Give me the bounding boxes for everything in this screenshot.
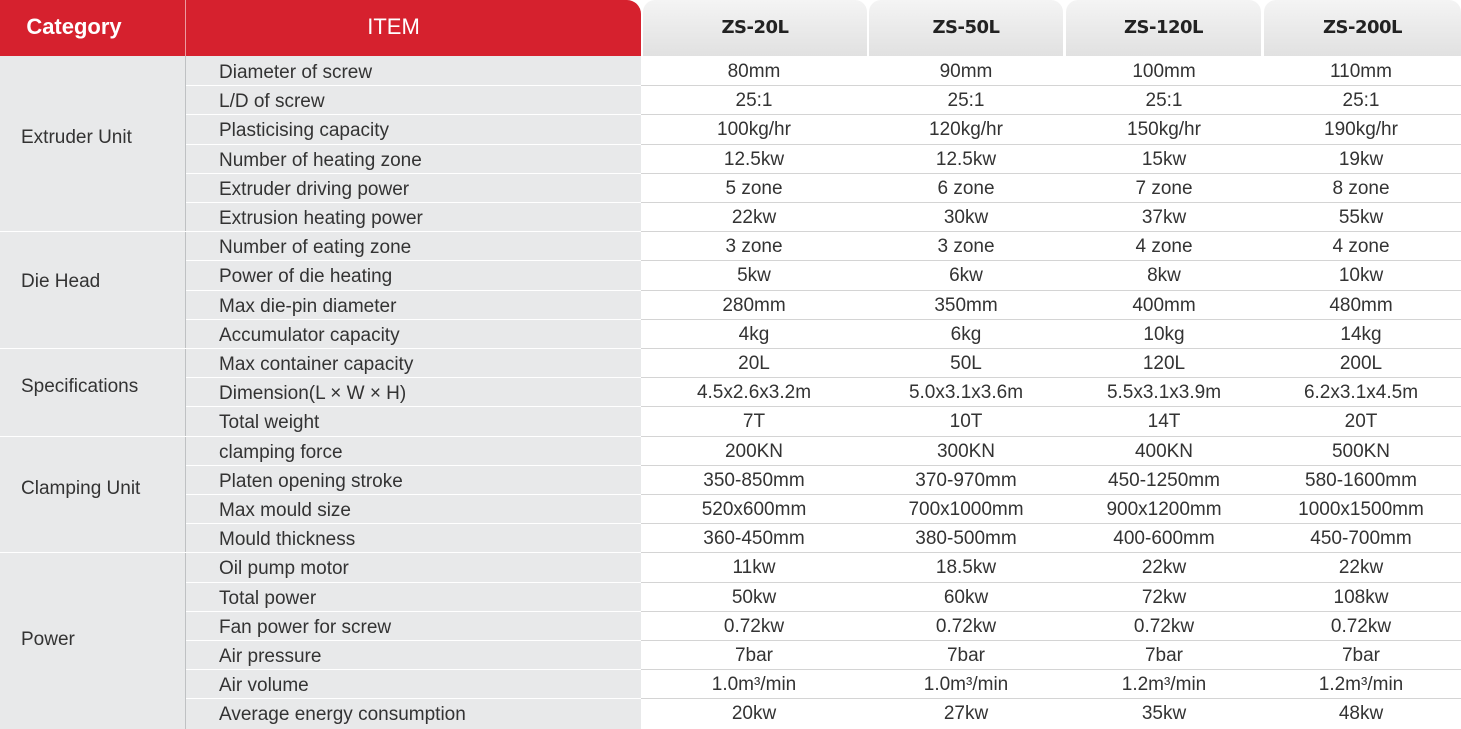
value-cell: 580-1600mm: [1305, 469, 1417, 491]
value-cell: 30kw: [943, 207, 989, 228]
table-row: [186, 202, 1461, 231]
value-cell: 400KN: [1134, 440, 1194, 462]
table-row: [186, 260, 1461, 289]
value-cell: 22kw: [1141, 557, 1187, 579]
value-cell: 280mm: [722, 294, 786, 316]
row-divider-right: [641, 85, 1461, 86]
table-row: [186, 85, 1461, 114]
header-model-zs-120l: ZS-120L: [1066, 0, 1261, 56]
row-divider-right: [641, 144, 1461, 145]
category-label: Clamping Unit: [21, 478, 141, 499]
value-cell: 370-970mm: [915, 469, 1017, 491]
value-cell: 480mm: [1329, 294, 1393, 316]
value-cell: 35kw: [1141, 703, 1187, 725]
group-divider: [0, 348, 641, 349]
header-model-zs-200l: ZS-200L: [1264, 0, 1461, 56]
row-divider-right: [641, 669, 1461, 670]
header-model-zs-20l: ZS-20L: [643, 0, 867, 56]
row-divider-right: [641, 202, 1461, 203]
item-label: Plasticising capacity: [219, 120, 390, 142]
table-row: [186, 611, 1461, 640]
value-cell: 11kw: [732, 557, 776, 579]
value-cell: 350mm: [934, 294, 998, 316]
item-label: Number of eating zone: [219, 237, 412, 259]
value-cell: 15kw: [1141, 148, 1187, 170]
value-cell: 19kw: [1338, 148, 1384, 170]
value-cell: 18.5kw: [935, 557, 997, 579]
table-row: [186, 552, 1461, 581]
value-cell: 190kg/hr: [1324, 119, 1398, 141]
row-divider-right: [641, 582, 1461, 583]
row-divider-right: [641, 552, 1461, 553]
table-row: [186, 669, 1461, 698]
item-label: Max mould size: [219, 500, 351, 521]
value-cell: 4 zone: [1332, 236, 1390, 258]
item-label: Extrusion heating power: [219, 208, 423, 229]
table-row: [186, 290, 1461, 319]
value-cell: 1.0m³/min: [711, 674, 797, 696]
value-cell: 0.72kw: [1133, 615, 1195, 637]
row-divider-right: [641, 523, 1461, 524]
value-cell: 7bar: [1144, 645, 1184, 666]
value-cell: 4.5x2.6x3.2m: [696, 382, 812, 404]
item-label: Mould thickness: [219, 529, 356, 551]
table-row: [186, 56, 1461, 85]
value-cell: 90mm: [939, 61, 993, 82]
table-row: [186, 348, 1461, 377]
table-row: [186, 494, 1461, 523]
table-row: [186, 144, 1461, 173]
value-cell: 25:1: [735, 90, 773, 112]
value-cell: 100mm: [1132, 61, 1196, 82]
table-row: [186, 319, 1461, 348]
value-cell: 20kw: [731, 703, 777, 725]
table-row: [186, 436, 1461, 465]
item-label: Accumulator capacity: [219, 324, 400, 346]
table-row: [186, 523, 1461, 552]
row-divider-right: [641, 290, 1461, 291]
value-cell: 80mm: [727, 61, 781, 82]
value-cell: 400-600mm: [1113, 528, 1215, 550]
row-divider-right: [641, 319, 1461, 320]
value-cell: 300KN: [936, 440, 996, 462]
value-cell: 120L: [1142, 353, 1186, 374]
value-cell: 48kw: [1338, 703, 1384, 725]
row-divider-right: [641, 494, 1461, 495]
value-cell: 5kw: [737, 265, 771, 287]
item-label: clamping force: [219, 441, 343, 463]
category-label: Die Head: [21, 270, 101, 292]
table-row: [186, 582, 1461, 611]
table-header: [0, 0, 1461, 56]
item-label: Diameter of screw: [219, 62, 373, 83]
row-divider-right: [641, 698, 1461, 699]
value-cell: 3 zone: [937, 236, 995, 258]
value-cell: 520x600mm: [701, 499, 807, 520]
value-cell: 25:1: [947, 90, 985, 112]
table-row: [186, 465, 1461, 494]
value-cell: 1000x1500mm: [1298, 499, 1424, 520]
item-label: Number of heating zone: [219, 149, 422, 171]
item-label: Air volume: [219, 675, 309, 697]
value-cell: 108kw: [1333, 586, 1389, 608]
header-item: ITEM: [367, 14, 420, 39]
table-row: [186, 173, 1461, 202]
row-divider-right: [641, 406, 1461, 407]
item-label: Oil pump motor: [219, 558, 349, 580]
value-cell: 0.72kw: [723, 615, 785, 637]
value-cell: 6 zone: [937, 177, 995, 199]
value-cell: 20L: [738, 353, 770, 374]
value-cell: 14kg: [1340, 323, 1382, 345]
item-label: L/D of screw: [219, 91, 325, 113]
value-cell: 1.2m³/min: [1318, 674, 1404, 696]
value-cell: 200KN: [724, 440, 784, 462]
value-cell: 100kg/hr: [717, 119, 791, 141]
value-cell: 0.72kw: [1330, 615, 1392, 637]
value-cell: 0.72kw: [935, 615, 997, 637]
group-divider: [0, 552, 641, 553]
value-cell: 10kg: [1143, 323, 1185, 345]
row-divider-right: [641, 114, 1461, 115]
value-cell: 350-850mm: [703, 469, 805, 491]
item-label: Average energy consumption: [219, 704, 466, 726]
value-cell: 5.5x3.1x3.9m: [1106, 382, 1222, 404]
value-cell: 20T: [1344, 411, 1378, 433]
row-divider-right: [641, 640, 1461, 641]
row-divider-right: [641, 231, 1461, 232]
group-divider: [0, 436, 641, 437]
row-divider-right: [641, 436, 1461, 437]
value-cell: 10kw: [1338, 265, 1384, 287]
item-label: Max die-pin diameter: [219, 295, 397, 317]
value-cell: 55kw: [1338, 207, 1384, 228]
row-divider-right: [641, 465, 1461, 466]
table-row: [186, 640, 1461, 669]
table-row: [186, 114, 1461, 143]
value-cell: 12.5kw: [935, 148, 997, 170]
value-cell: 72kw: [1141, 586, 1187, 608]
table-row: [186, 406, 1461, 435]
value-cell: 25:1: [1145, 90, 1183, 112]
value-cell: 50kw: [731, 586, 777, 608]
value-cell: 360-450mm: [703, 528, 805, 550]
value-cell: 4 zone: [1135, 236, 1193, 258]
table-row: [186, 231, 1461, 260]
category-label: Extruder Unit: [21, 126, 132, 148]
value-cell: 22kw: [1338, 557, 1384, 579]
header-category: Category: [26, 14, 122, 39]
item-label: Extruder driving power: [219, 178, 410, 200]
value-cell: 8kw: [1147, 265, 1181, 287]
value-cell: 120kg/hr: [929, 119, 1003, 141]
item-label: Platen opening stroke: [219, 470, 403, 492]
value-cell: 200L: [1339, 353, 1383, 374]
item-label: Air pressure: [219, 646, 322, 667]
value-cell: 14T: [1147, 411, 1181, 433]
value-cell: 380-500mm: [915, 528, 1017, 550]
value-cell: 450-700mm: [1310, 528, 1412, 550]
value-cell: 150kg/hr: [1127, 119, 1201, 141]
value-cell: 6kg: [950, 323, 982, 345]
value-cell: 5 zone: [725, 177, 783, 199]
item-label: Total weight: [219, 412, 320, 434]
value-cell: 8 zone: [1332, 177, 1390, 199]
value-cell: 500KN: [1331, 440, 1391, 462]
value-cell: 7bar: [1341, 645, 1381, 666]
item-label: Fan power for screw: [219, 616, 392, 638]
value-cell: 10T: [949, 411, 983, 433]
category-label: Specifications: [21, 375, 139, 397]
row-divider-right: [641, 260, 1461, 261]
value-cell: 7bar: [734, 645, 774, 666]
value-cell: 7 zone: [1135, 177, 1193, 199]
value-cell: 3 zone: [725, 236, 783, 258]
header-model-zs-50l: ZS-50L: [869, 0, 1063, 56]
row-divider-right: [641, 348, 1461, 349]
value-cell: 22kw: [731, 207, 777, 228]
value-cell: 1.0m³/min: [923, 674, 1009, 696]
row-divider-right: [641, 173, 1461, 174]
value-cell: 25:1: [1342, 90, 1380, 112]
value-cell: 450-1250mm: [1108, 469, 1220, 491]
value-cell: 60kw: [943, 586, 989, 608]
value-cell: 7bar: [946, 645, 986, 666]
value-cell: 37kw: [1141, 207, 1187, 228]
table-row: [186, 698, 1461, 727]
value-cell: 4kg: [738, 323, 770, 345]
value-cell: 900x1200mm: [1106, 499, 1222, 520]
value-cell: 7T: [742, 411, 766, 433]
value-cell: 110mm: [1330, 61, 1392, 82]
value-cell: 1.2m³/min: [1121, 674, 1207, 696]
value-cell: 6.2x3.1x4.5m: [1303, 382, 1419, 404]
value-cell: 700x1000mm: [908, 499, 1024, 520]
group-divider: [0, 231, 641, 232]
row-divider-right: [641, 611, 1461, 612]
value-cell: 27kw: [943, 703, 989, 725]
item-label: Total power: [219, 587, 317, 609]
item-label: Max container capacity: [219, 354, 414, 375]
value-cell: 5.0x3.1x3.6m: [908, 382, 1024, 404]
category-label: Power: [21, 629, 75, 650]
value-cell: 400mm: [1132, 294, 1196, 316]
item-label: Dimension(L × W × H): [219, 383, 407, 405]
value-cell: 50L: [950, 353, 982, 374]
item-label: Power of die heating: [219, 266, 393, 288]
table-row: [186, 377, 1461, 406]
row-divider-right: [641, 377, 1461, 378]
value-cell: 12.5kw: [723, 148, 785, 170]
value-cell: 6kw: [949, 265, 983, 287]
